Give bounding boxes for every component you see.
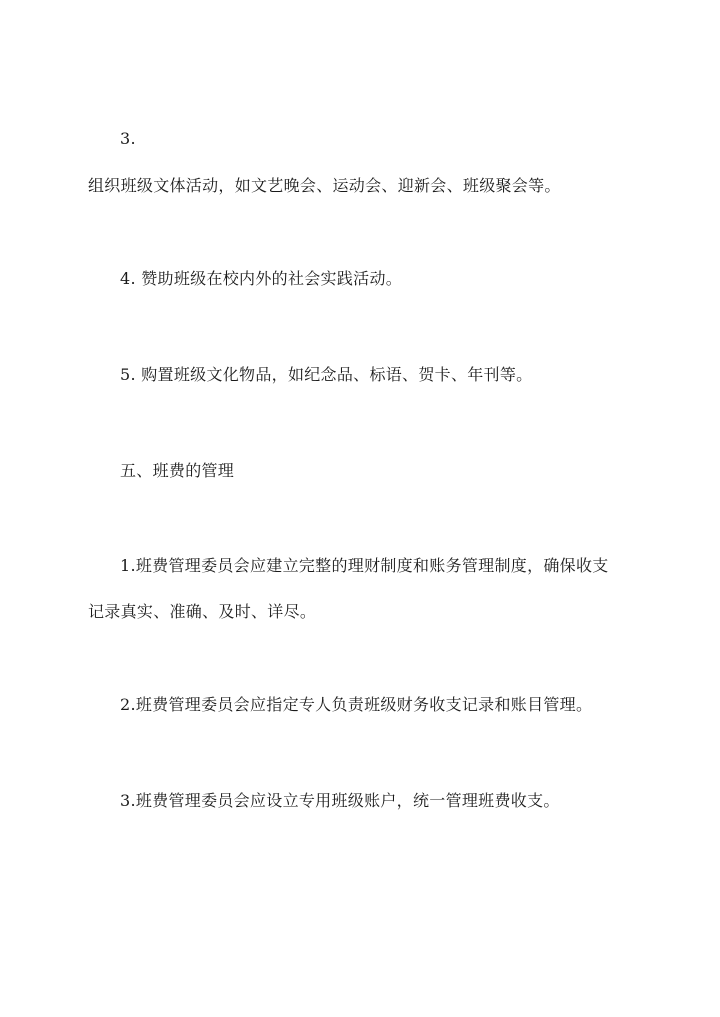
item-3-number: 3. [120,129,136,148]
management-item-2-text: 2.班费管理委员会应指定专人负责班级财务收支记录和账目管理。 [120,695,593,714]
item-4-text: 4. 赞助班级在校内外的社会实践活动。 [120,269,403,288]
management-item-1-line-2: 记录真实、准确、及时、详尽。 [88,602,317,621]
management-item-3-text: 3.班费管理委员会应设立专用班级账户，统一管理班费收支。 [120,791,560,810]
item-5-text: 5. 购置班级文化物品，如纪念品、标语、贺卡、年刊等。 [120,365,533,384]
item-3-text: 组织班级文体活动，如文艺晚会、运动会、迎新会、班级聚会等。 [88,176,561,195]
management-item-1-line-1: 1.班费管理委员会应建立完整的理财制度和账务管理制度，确保收支 [120,556,609,575]
section-heading: 五、班费的管理 [120,461,235,480]
